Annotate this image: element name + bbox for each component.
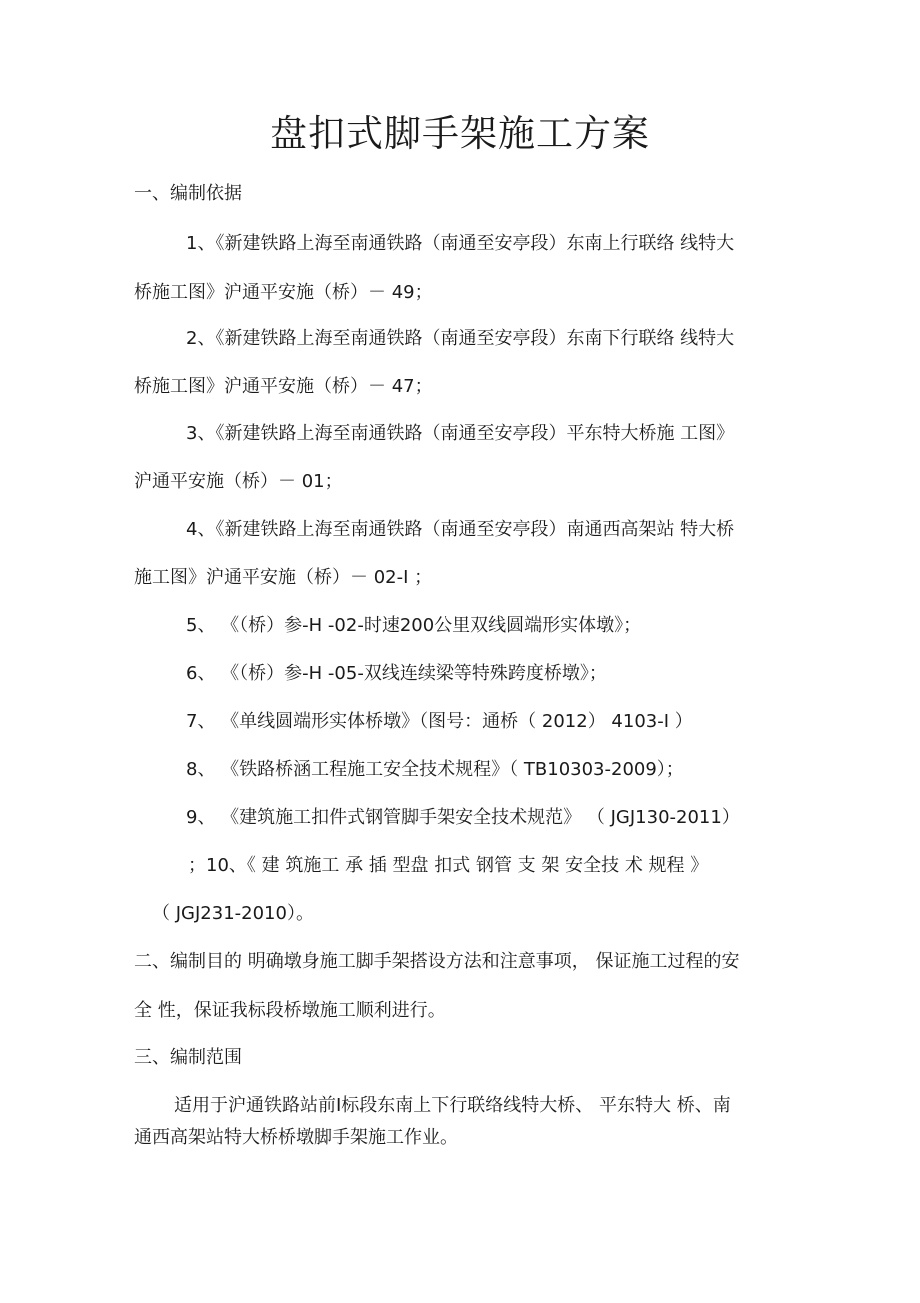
basis-item-6: 6、 《（桥）参-H -05-双线连续梁等特殊跨度桥墩》； (186, 663, 607, 684)
basis-item-2-line2: 桥施工图》沪通平安施（桥）－ 47； (134, 376, 433, 397)
section3-line2: 通西高架站特大桥桥墩脚手架施工作业。 (134, 1127, 458, 1148)
section2-line1: 二、编制目的 明确墩身施工脚手架搭设方法和注意事项， 保证施工过程的安 (134, 951, 740, 972)
basis-item-1-line2: 桥施工图》沪通平安施（桥）－ 49； (134, 282, 433, 303)
document-title: 盘扣式脚手架施工方案 (270, 112, 650, 155)
section2-line2: 全 性，保证我标段桥墩施工顺利进行。 (134, 1000, 446, 1021)
section3-heading: 三、编制范围 (134, 1047, 242, 1068)
basis-item-4-line1: 4、《新建铁路上海至南通铁路（南通至安亭段）南通西高架站 特大桥 (186, 519, 735, 540)
basis-item-2-line1: 2、《新建铁路上海至南通铁路（南通至安亭段）东南下行联络 线特大 (186, 328, 735, 349)
section3-line1: 适用于沪通铁路站前Ⅰ标段东南上下行联络线特大桥、 平东特大 桥、南 (174, 1095, 731, 1116)
section1-heading: 一、编制依据 (134, 183, 242, 204)
basis-item-7: 7、 《单线圆端形实体桥墩》（图号：通桥（ 2012） 4103-I ） (186, 711, 693, 732)
basis-item-3-line2: 沪通平安施（桥）－ 01； (134, 471, 343, 492)
basis-item-1-line1: 1、《新建铁路上海至南通铁路（南通至安亭段）东南上行联络 线特大 (186, 233, 735, 254)
basis-item-10-line2: （ JGJ231-2010）。 (152, 903, 314, 924)
basis-item-8: 8、 《铁路桥涵工程施工安全技术规程》（ TB10303-2009）； (186, 759, 684, 780)
basis-item-4-line2: 施工图》沪通平安施（桥）－ 02-I ； (134, 567, 433, 588)
basis-item-3-line1: 3、《新建铁路上海至南通铁路（南通至安亭段）平东特大桥施 工图》 (186, 423, 735, 444)
basis-item-10-line1: ；10、《 建 筑施工 承 插 型盘 扣式 钢管 支 架 安全技 术 规程 》 (188, 855, 709, 876)
basis-item-9: 9、 《建筑施工扣件式钢管脚手架安全技术规范》 （ JGJ130-2011） (186, 807, 740, 828)
basis-item-5: 5、 《（桥）参-H -02-时速200公里双线圆端形实体墩》； (186, 615, 642, 636)
